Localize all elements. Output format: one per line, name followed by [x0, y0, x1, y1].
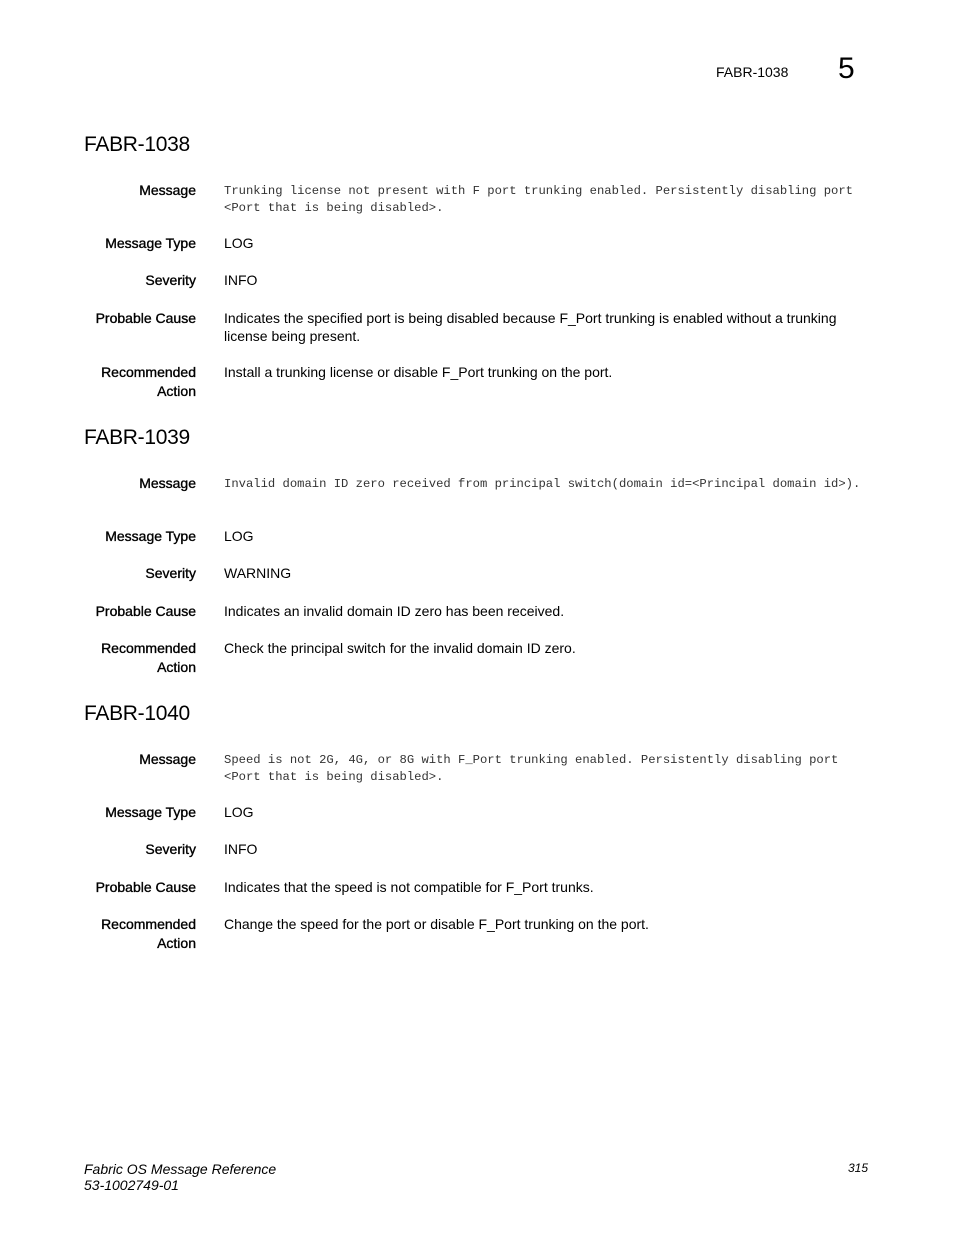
severity-value: INFO — [224, 272, 258, 288]
recommended-action-label-line2: Action — [157, 935, 196, 951]
recommended-action-label-line1: Recommended — [101, 364, 196, 380]
message-text: Speed is not 2G, 4G, or 8G with F_Port trunking enabled. Persistently disabling port <Port that is being disabled>. — [224, 753, 839, 784]
page-number: 315 — [848, 1161, 869, 1175]
recommended-action-label-line1: Recommended — [101, 640, 196, 656]
probable-cause-label: Probable Cause — [95, 310, 196, 326]
recommended-action-value: Change the speed for the port or disable F_Port trunking on the port. — [224, 916, 649, 932]
severity-label: Severity — [145, 841, 196, 857]
probable-cause-value: Indicates the specified port is being disabled because F_Port trunking is enabled without a trunking license being present. — [224, 310, 837, 344]
message-type-label: Message Type — [105, 804, 196, 820]
message-type-value: LOG — [224, 804, 254, 820]
running-head: FABR-1038 — [716, 64, 789, 80]
recommended-action-label-line2: Action — [157, 383, 196, 399]
probable-cause-value: Indicates an invalid domain ID zero has been received. — [224, 603, 565, 619]
probable-cause-value: Indicates that the speed is not compatible for F_Port trunks. — [224, 879, 594, 895]
message-text: Trunking license not present with F port trunking enabled. Persistently disabling port <Port that is being disabled>. — [224, 184, 853, 215]
probable-cause-label: Probable Cause — [95, 879, 196, 895]
recommended-action-label — [56, 639, 196, 677]
severity-label: Severity — [145, 565, 196, 581]
section-title: FABR-1039 — [84, 426, 190, 449]
message-label: Message — [139, 182, 196, 198]
footer-doc-info — [84, 1161, 276, 1193]
message-type-label: Message Type — [105, 235, 196, 251]
recommended-action-label-line2: Action — [157, 659, 196, 675]
severity-value: WARNING — [224, 565, 292, 581]
severity-label: Severity — [145, 272, 196, 288]
recommended-action-value: Check the principal switch for the invalid domain ID zero. — [224, 640, 576, 656]
footer-doc-title: Fabric OS Message Reference — [84, 1161, 277, 1177]
footer-doc-number: 53-1002749-01 — [84, 1177, 179, 1193]
recommended-action-label-line1: Recommended — [101, 916, 196, 932]
chapter-number: 5 — [838, 52, 855, 85]
message-label: Message — [139, 475, 196, 491]
message-label: Message — [139, 751, 196, 767]
recommended-action-label — [56, 915, 196, 953]
message-type-value: LOG — [224, 235, 254, 251]
severity-value: INFO — [224, 841, 258, 857]
recommended-action-value: Install a trunking license or disable F_Port trunking on the port. — [224, 364, 613, 380]
message-type-label: Message Type — [105, 528, 196, 544]
section-title: FABR-1040 — [84, 702, 190, 725]
section-title: FABR-1038 — [84, 133, 190, 156]
recommended-action-label — [56, 363, 196, 401]
probable-cause-label: Probable Cause — [95, 603, 196, 619]
message-text: Invalid domain ID zero received from principal switch(domain id=<Principal domain id>). — [224, 477, 861, 491]
message-type-value: LOG — [224, 528, 254, 544]
